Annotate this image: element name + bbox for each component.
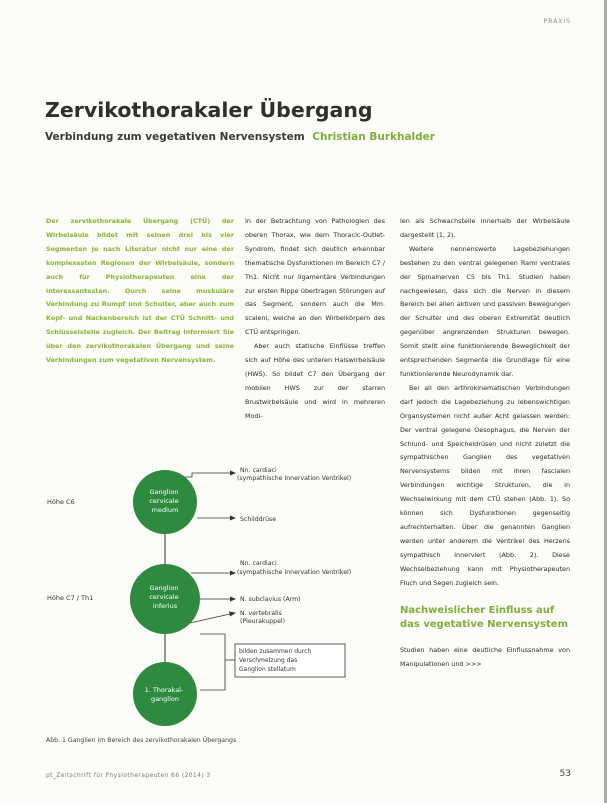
label-inferius-vertebralis: (Pleurakuppel) xyxy=(240,618,286,625)
stellatum-label: Ganglion stellatum xyxy=(239,666,296,673)
ganglion-inferius-label: Ganglion xyxy=(149,584,179,592)
ganglion-medium-label: medium xyxy=(151,506,179,514)
ganglion-diagram xyxy=(40,440,360,732)
label-inferius-heart: Nn. cardiaci xyxy=(240,560,277,567)
thoracic-ganglion-label: ganglion xyxy=(150,695,180,703)
article-subtitle xyxy=(45,131,435,143)
label-inferius-subclavius: N. subclavius (Arm) xyxy=(240,596,301,603)
arrowhead xyxy=(230,597,236,602)
thoracic-ganglion-node xyxy=(133,662,197,726)
label-medium-thyroid: Schilddrüse xyxy=(240,516,277,523)
label-inferius-heart: (sympathische Innervation Ventrikel) xyxy=(237,569,352,576)
ganglion-inferius-label: cervicale xyxy=(149,593,179,601)
arrowhead xyxy=(229,612,236,617)
body-column-2 xyxy=(245,215,385,424)
arrowhead xyxy=(230,516,236,521)
stellatum-label: bilden zusammen durch xyxy=(239,648,312,655)
author-name: Christian Burkhalder xyxy=(312,131,435,143)
article-title: Zervikothorakaler Übergang xyxy=(45,98,373,122)
arrowhead xyxy=(230,571,236,576)
footer-journal: pt_Zeitschrift für Physiotherapeuten 66 (2014) 3 xyxy=(46,773,211,779)
stellatum-label: Verschmelzung das xyxy=(239,657,298,664)
body-column-3 xyxy=(400,215,570,672)
paragraph: Aber auch statische Einflüsse treffen sich auf Höhe des unteren Halswirbelsäule (HWS). So bildet C7 den Übergang der mobilen HWS zur der starren Brustwirbelsäule und wird in mehreren Modi- xyxy=(245,342,385,420)
paragraph: In der Betrachtung von Pathologien des oberen Thorax, wie dem Thoracic-Outlet-Syndrom, findet sich deutlich erkennbar thematische Dysfunktionen im Bereich C7 / Th1. Nicht nur ligamentäre Verbindungen zur ersten Rippe übertragen Störungen auf das Segment, sondern auch die Mm. scaleni, welche an den Wirbelkörpern des CTÜ entspringen. xyxy=(245,217,385,337)
paragraph: Bei all den arthrokinematischen Verbindungen darf jedoch die Lagebeziehung zu lebenswichtigen Organsystemen nicht außer Acht gelassen werden: Der ventral gelegene Oesophagus, die Nerven der Schlund- und Speicheldrüsen und nicht zuletzt die sympathischen Ganglien des vegetativen Nervensystems bilden mit ihren fascialen Verbindungen wichtige Strukturen, die in Wechselwirkung mit dem CTÜ stehen (Abb. 1). So können sich Dysfunktionen gegenseitig aufrechterhalten. Über die genannten Ganglien werden unter anderem die Ventrikel des Herzens sympathisch innerviert (Abb. 2). Diese Wechselbeziehung kann mit Physiotherapeuten Fluch und Segen zugleich sein. xyxy=(400,383,570,587)
svg-text:Ganglion cervicale med xyxy=(149,488,180,514)
subtitle-text: Verbindung zum vegetativen Nervensystem xyxy=(45,131,305,143)
svg-text:Nn. cardiaci (sympathische xyxy=(237,560,353,625)
paragraph: Weitere nennenswerte Lagebeziehungen bestehen zu den ventral gelegenen Rami ventrales der Spinalnerven C5 bis Th1. Studien haben nachgewiesen, dass sich die Nerven in diesem Bereich bei allen aktiven und passiven Bewegungen der Schulter und des oberen Extremität deutlich gegenüber angrenzenden Strukturen bewegen. Somit stellt eine funktionierende Beweglichkeit der entsprechenden Segmente die Grundlage für eine funktionierende Neurodynamik dar. xyxy=(400,244,570,378)
paragraph: Studien haben eine deutliche Einflussnahme von Manipulationen und >>> xyxy=(400,646,570,669)
ganglion-medium-label: Ganglion xyxy=(149,488,179,496)
ganglion-inferius-label: inferius xyxy=(152,602,178,610)
arrow-medium-heart xyxy=(185,473,230,477)
thoracic-ganglion-label: 1. Thorakal- xyxy=(144,686,184,694)
label-inferius-vertebralis: N. vertebralis xyxy=(240,610,282,617)
level-label-c7-th1: Höhe C7 / Th1 xyxy=(47,594,94,602)
section-tag: PRAXIS xyxy=(543,18,571,25)
stellatum-bracket xyxy=(200,634,225,690)
abstract-column xyxy=(46,215,234,368)
label-medium-heart: (sympathische Innervation Ventrikel) xyxy=(237,475,352,482)
svg-text:Ganglion cervicale inf xyxy=(149,584,180,610)
level-label-c6: Höhe C6 xyxy=(47,498,75,506)
arrowhead xyxy=(230,471,236,476)
paragraph: len als Schwachstelle innerhalb der Wirbelsäule dargestellt (1, 2). xyxy=(400,217,570,239)
ganglion-medium-label: cervicale xyxy=(149,497,179,505)
figure-caption: Abb. 1 Ganglien im Bereich des zervikothorakalen Übergangs xyxy=(46,737,237,744)
page-number: 53 xyxy=(559,769,571,779)
svg-text:Nn. cardiaci (sympathische xyxy=(237,467,353,523)
abstract-text: Der zervikothorakale Übergang (CTÜ) der Wirbelsäule bildet mit seinen drei bis vier Segmenten je nach Literatur nicht nur eine der komplexesten Regionen der Wirbelsäule, sondern auch für Physiotherapeuten eine der interessantesten. Durch seine muskuläre Verbindung zu Rumpf und Schulter, aber auch zum Kopf- und Nackenbereich ist der CTÜ Schnitt- und Schlüsselstelle zugleich. Der Beitrag informiert Sie über den zervikothorakalen Übergang und seine Verbindungen zum vegetativen Nervensystem. xyxy=(46,217,234,365)
arrow-inferius-vertebralis xyxy=(190,614,230,623)
label-medium-heart: Nn. cardiaci xyxy=(240,467,277,474)
section-heading: Nachweislicher Einfluss auf das vegetative Nervensystem xyxy=(400,605,569,631)
